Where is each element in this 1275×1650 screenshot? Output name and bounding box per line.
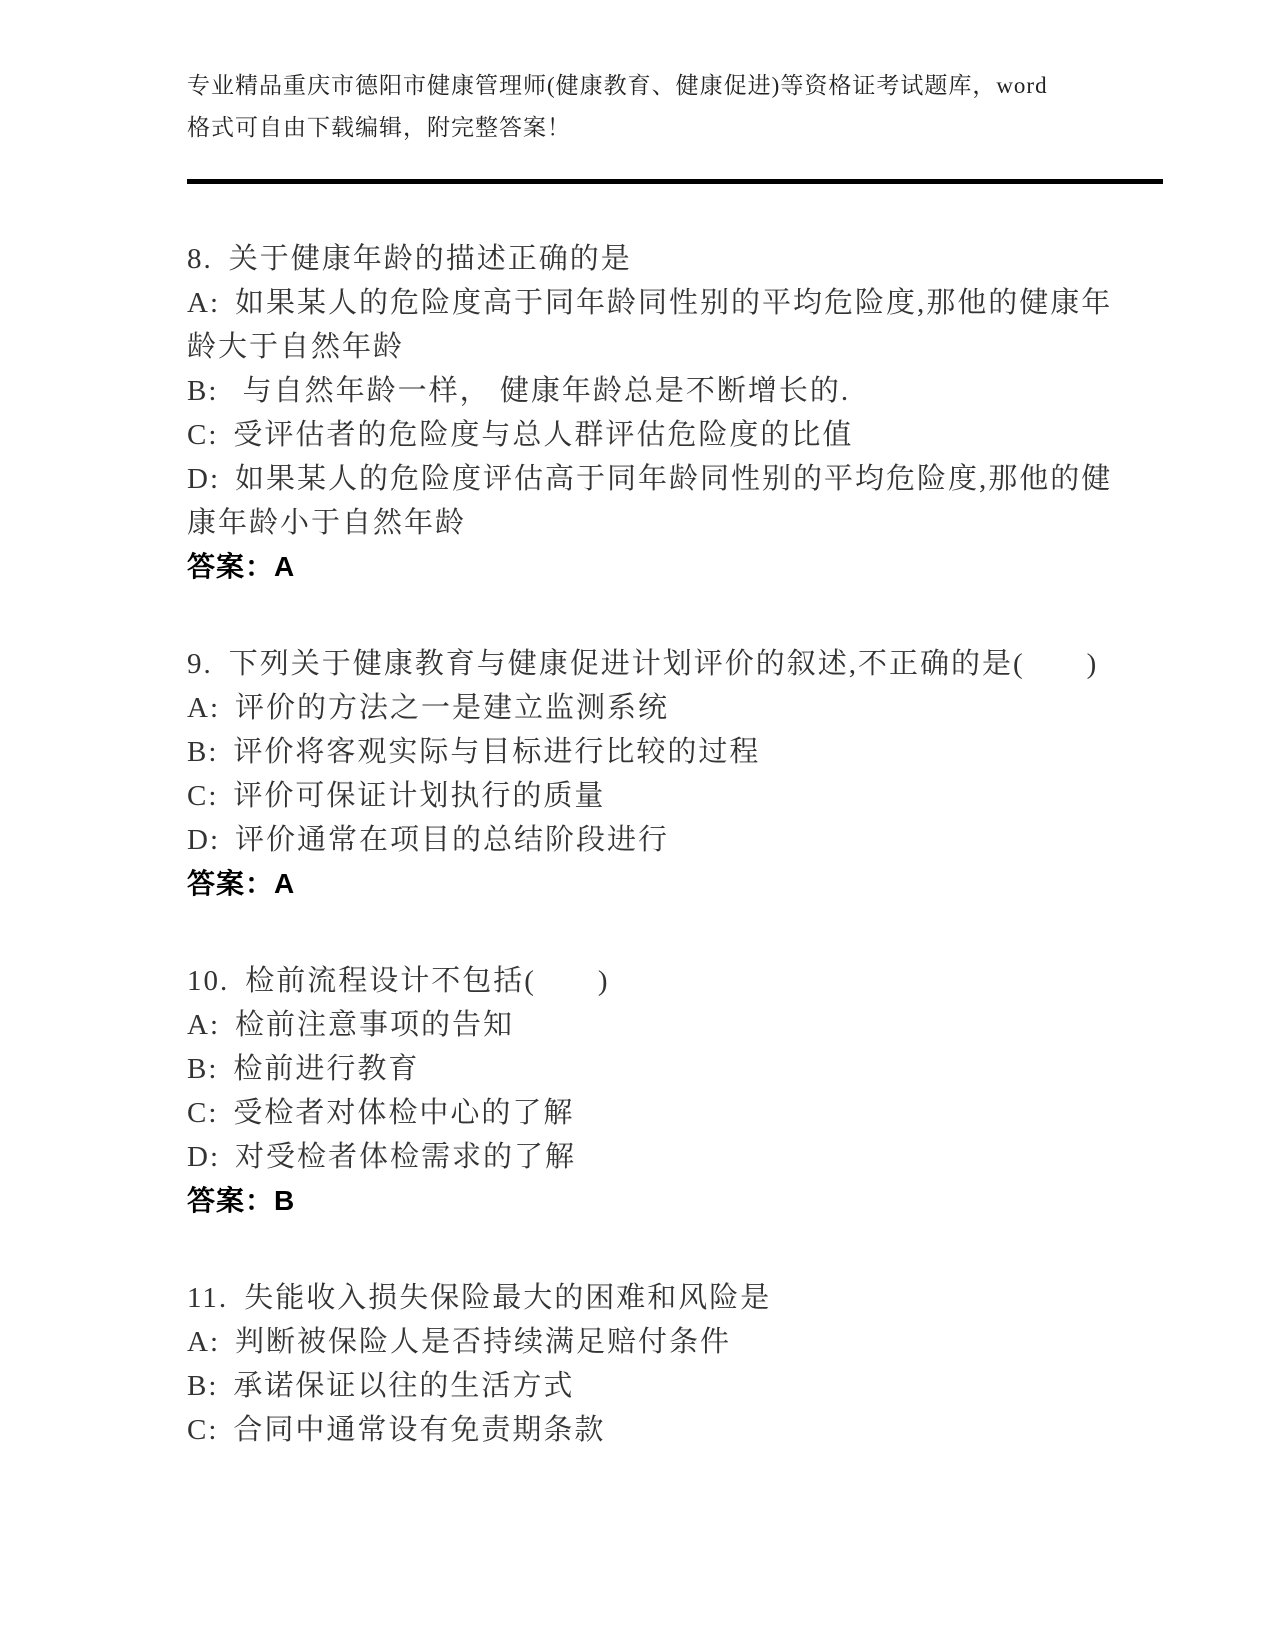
header-text-line1: 专业精品重庆市德阳市健康管理师(健康教育、健康促进)等资格证考试题库，word [187,73,1048,98]
option-line [187,1364,1117,1408]
question-title-text: 下列关于健康教育与健康促进计划评价的叙述,不正确的是( ) [228,648,1099,680]
question-title [187,1276,1117,1320]
option-label: C: [187,1414,219,1446]
question-title-text: 失能收入损失保险最大的困难和风险是 [244,1282,772,1314]
option-label: B: [187,1053,219,1085]
option-text: 受检者对体检中心的了解 [233,1097,575,1129]
header-text-line2: 格式可自由下载编辑，附完整答案！ [187,115,571,140]
option-label: B: [187,736,219,768]
option-line [187,818,1117,862]
option-line [187,774,1117,818]
header-divider-rule [187,179,1163,184]
option-text: 评价可保证计划执行的质量 [233,780,606,812]
option-label: C: [187,780,219,812]
question-title-text: 检前流程设计不包括( ) [245,965,610,997]
question-title [187,642,1117,686]
option-line [187,369,1117,413]
option-text: 检前注意事项的告知 [235,1009,515,1041]
question-block-8 [187,237,1117,589]
question-list [187,237,1117,1452]
option-line [187,281,1117,369]
option-line [187,1135,1117,1179]
option-text: 如果某人的危险度评估高于同年龄同性别的平均危险度,那他的健康年龄小于自然年龄 [187,463,1113,539]
option-label: A: [187,287,220,319]
answer-label: 答案： [187,868,275,899]
answer-value: A [274,868,296,899]
question-block-9 [187,642,1117,906]
option-line [187,1091,1117,1135]
option-label: D: [187,1141,220,1173]
option-text: 评价通常在项目的总结阶段进行 [235,824,670,856]
option-label: C: [187,419,219,451]
answer-line [187,1179,1117,1223]
option-text: 合同中通常设有免责期条款 [233,1414,606,1446]
option-line [187,457,1117,545]
option-label: A: [187,1009,220,1041]
question-number: 9. [187,648,213,680]
option-label: A: [187,1326,220,1358]
document-header [187,65,1117,149]
option-text: 承诺保证以往的生活方式 [233,1370,575,1402]
question-title [187,959,1117,1003]
option-text: 与自然年龄一样， 健康年龄总是不断增长的. [233,375,851,407]
answer-label: 答案： [187,1185,275,1216]
question-title [187,237,1117,281]
question-block-11 [187,1276,1117,1452]
option-label: B: [187,375,219,407]
option-text: 检前进行教育 [233,1053,420,1085]
question-number: 11. [187,1282,229,1314]
option-text: 如果某人的危险度高于同年龄同性别的平均危险度,那他的健康年龄大于自然年龄 [187,287,1113,363]
option-line [187,1047,1117,1091]
option-label: D: [187,463,220,495]
option-line [187,1003,1117,1047]
option-label: B: [187,1370,219,1402]
question-number: 8. [187,243,213,275]
option-line [187,413,1117,457]
answer-line [187,545,1117,589]
answer-value: A [274,551,296,582]
option-text: 判断被保险人是否持续满足赔付条件 [235,1326,732,1358]
question-block-10 [187,959,1117,1223]
option-line [187,730,1117,774]
option-label: C: [187,1097,219,1129]
question-number: 10. [187,965,230,997]
option-label: A: [187,692,220,724]
option-line [187,1408,1117,1452]
answer-line [187,862,1117,906]
answer-label: 答案： [187,551,275,582]
option-line [187,1320,1117,1364]
answer-value: B [274,1185,296,1216]
option-label: D: [187,824,220,856]
option-text: 评价将客观实际与目标进行比较的过程 [233,736,761,768]
option-text: 受评估者的危险度与总人群评估危险度的比值 [233,419,854,451]
option-text: 评价的方法之一是建立监测系统 [235,692,670,724]
option-text: 对受检者体检需求的了解 [235,1141,577,1173]
option-line [187,686,1117,730]
question-title-text: 关于健康年龄的描述正确的是 [228,243,632,275]
